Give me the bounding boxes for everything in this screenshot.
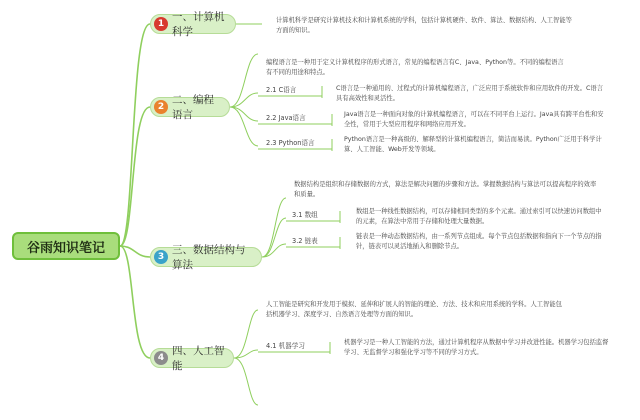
subtopic-description: 数组是一种线性数据结构，可以存储相同类型的多个元素。通过索引可以快速访问数组中的元素，在算法中常用于存储和处理大量数据。 <box>356 208 602 225</box>
number-badge-1: 1 <box>154 17 168 31</box>
branch-artificial-intelligence[interactable] <box>150 345 234 372</box>
branch-data-structures-algorithms[interactable] <box>150 244 262 271</box>
branch-programming-languages[interactable] <box>150 94 230 121</box>
branch-computer-science[interactable] <box>150 11 236 38</box>
root-label: 谷雨知识笔记 <box>26 240 105 256</box>
branch-label: 一、计算机科学 <box>172 11 225 38</box>
subtopic-label[interactable]: 3.2 链表 <box>292 237 318 245</box>
root-node[interactable] <box>12 232 120 260</box>
branch-label: 二、编程语言 <box>172 94 214 121</box>
subtopic-label[interactable]: 2.3 Python语言 <box>266 139 315 147</box>
number-badge-4: 4 <box>154 351 168 365</box>
number-badge-3: 3 <box>154 250 168 264</box>
subtopic-description: Java语言是一种面向对象的计算机编程语言，可以在不同平台上运行。Java具有跨平台性和安全性，常用于大型应用程序和网络应用开发。 <box>344 111 604 128</box>
subtopic-label[interactable]: 2.2 Java语言 <box>266 114 306 122</box>
branch-description: 数据结构是组织和存储数据的方式，算法是解决问题的步骤和方法。掌握数据结构与算法可以提高程序的效率和质量。 <box>294 181 597 198</box>
branch-description: 编程语言是一种用于定义计算机程序的形式语言，常见的编程语言有C、Java、Python等。不同的编程语言有不同的用途和特点。 <box>266 59 564 76</box>
subtopic-description: C语言是一种通用的、过程式的计算机编程语言，广泛应用于系统软件和应用软件的开发。C语言具有高效性和灵活性。 <box>336 85 603 102</box>
subtopic-description: Python语言是一种高级的、解释型的计算机编程语言，简洁而易读。Python广泛用于科学计算、人工智能、Web开发等领域。 <box>344 136 602 153</box>
subtopic-description: 机器学习是一种人工智能的方法，通过计算机程序从数据中学习并改进性能。机器学习包括监督学习、无监督学习和强化学习等不同的学习方式。 <box>344 339 609 356</box>
subtopic-label[interactable]: 2.1 C语言 <box>266 86 297 94</box>
branch-label: 四、人工智能 <box>172 345 225 372</box>
branch-description: 人工智能是研究和开发用于模拟、延伸和扩展人的智能的理论、方法、技术和应用系统的学科。人工智能包括机器学习、深度学习、自然语言处理等方面的知识。 <box>266 301 562 318</box>
number-badge-2: 2 <box>154 100 168 114</box>
subtopic-label[interactable]: 4.1 机器学习 <box>266 342 305 350</box>
subtopic-label[interactable]: 3.1 数组 <box>292 211 318 219</box>
branch-label: 三、数据结构与算法 <box>172 244 246 271</box>
branch-description: 计算机科学是研究计算机技术和计算机系统的学科，包括计算机硬件、软件、算法、数据结构、人工智能等方面的知识。 <box>276 17 572 34</box>
subtopic-description: 链表是一种动态数据结构，由一系列节点组成。每个节点包括数据和指向下一个节点的指针，链表可以灵活地插入和删除节点。 <box>356 233 602 250</box>
